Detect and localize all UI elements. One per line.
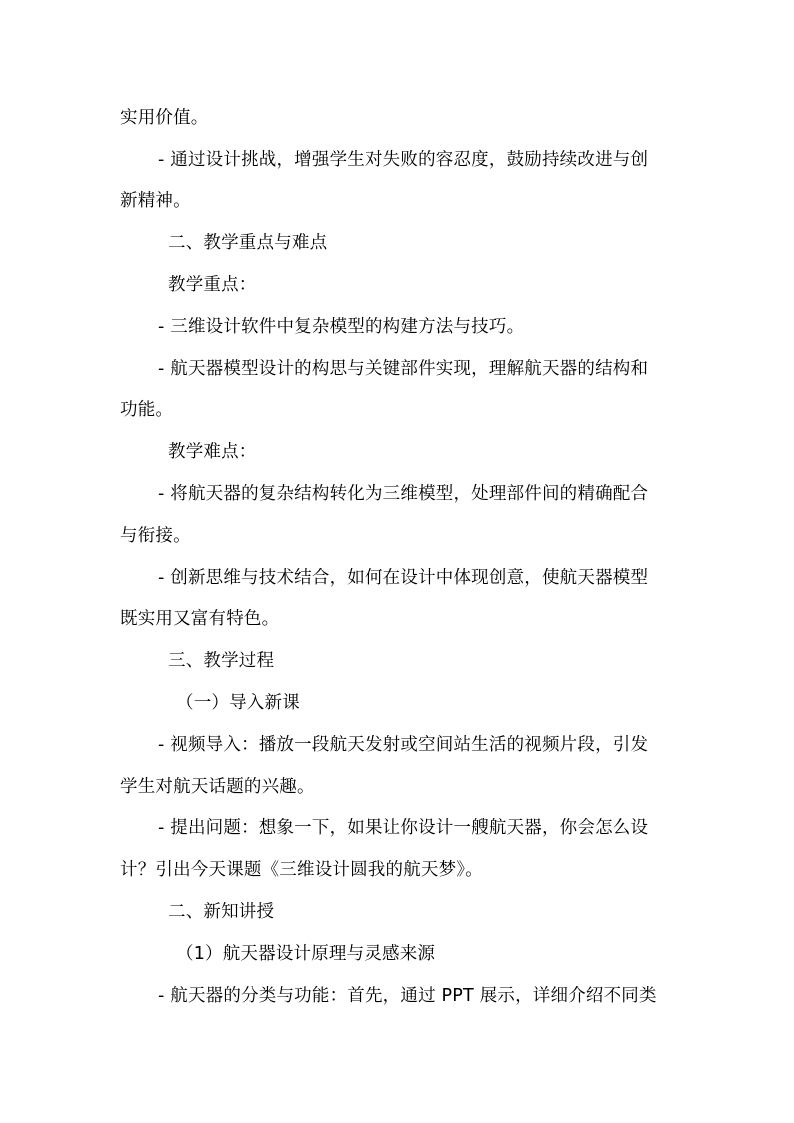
text-line: 功能。 [120,400,174,420]
text-line: 既实用又富有特色。 [120,609,280,629]
text-line: 实用价值。 [120,108,209,128]
subheading: 教学重点： [168,275,257,295]
section-heading: 三、教学过程 [168,651,275,671]
text-line: 新精神。 [120,191,191,211]
bullet-line: - 将航天器的复杂结构转化为三维模型，处理部件间的精确配合 [158,484,649,504]
section-heading: 二、教学重点与难点 [168,233,328,253]
subheading: （1）航天器设计原理与灵感来源 [176,944,436,964]
bullet-line: - 航天器模型设计的构思与关键部件实现，理解航天器的结构和 [158,359,649,379]
text-line: 与衔接。 [120,526,191,546]
text-line: 计？引出今天课题《三维设计圆我的航天梦》。 [120,860,483,880]
bullet-line: - 三维设计软件中复杂模型的构建方法与技巧。 [158,317,525,337]
bullet-line: - 视频导入：播放一段航天发射或空间站生活的视频片段，引发 [158,735,649,755]
subheading: 教学难点： [168,442,257,462]
section-heading: 二、新知讲授 [168,902,275,922]
subheading: （一）导入新课 [176,693,300,713]
text-line: 学生对航天话题的兴趣。 [120,777,315,797]
bullet-line: - 通过设计挑战，增强学生对失败的容忍度，鼓励持续改进与创 [158,150,649,170]
bullet-line: - 创新思维与技术结合，如何在设计中体现创意，使航天器模型 [158,568,649,588]
bullet-line: - 提出问题：想象一下，如果让你设计一艘航天器，你会怎么设 [158,818,649,838]
bullet-line: - 航天器的分类与功能：首先，通过 PPT 展示，详细介绍不同类 [158,986,657,1006]
